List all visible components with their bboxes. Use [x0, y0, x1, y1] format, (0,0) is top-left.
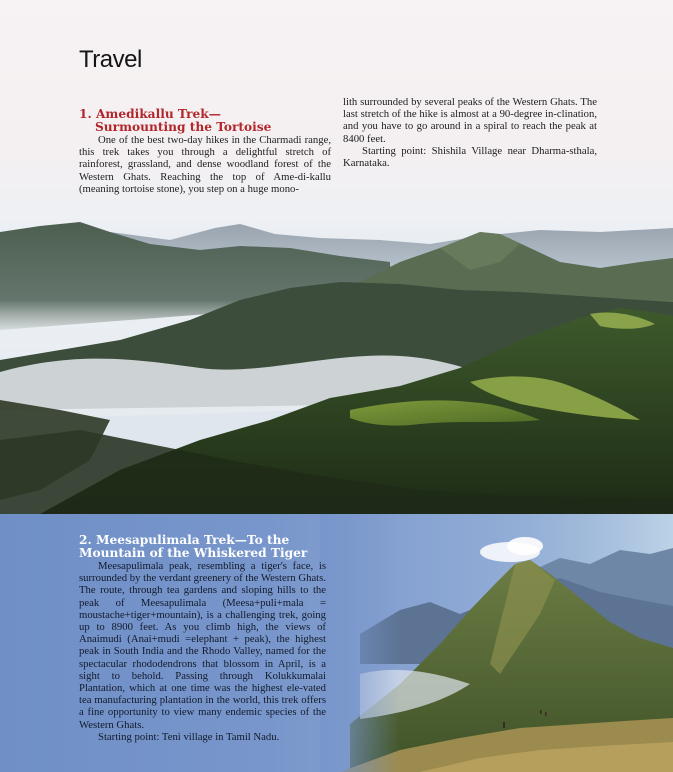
trek1-heading [79, 108, 319, 134]
trek1-heading-line1: 1. Amedikallu Trek— [79, 107, 221, 121]
trek1-column-2 [343, 96, 597, 169]
trek2-column [79, 560, 326, 743]
trek2-heading-line2: Mountain of the Whiskered Tiger [79, 546, 308, 560]
trek1-column-1 [79, 134, 331, 195]
trek2-section [0, 514, 673, 772]
section-title: Travel [79, 46, 142, 73]
trek1-heading-line2: Surmounting the Tortoise [95, 120, 272, 134]
trek2-heading-line1: 2. Meesapulimala Trek—To the [79, 533, 290, 547]
trek1-paragraph-2: lith surrounded by several peaks of the Western Ghats. The last stretch of the hike is almost at a 90-degree in-clination, and you have to go around in a spiral to reach the peak at 8400 feet. [343, 96, 597, 145]
trek1-starting-point: Starting point: Shishila Village near Dharma-sthala, Karnataka. [343, 144, 597, 170]
trek2-heading [79, 534, 339, 560]
trek1-paragraph-1: One of the best two-day hikes in the Charmadi range, this trek takes you through a delightful stretch of rainforest, grassland, and dense woodland forest of the Western Ghats. Reaching the top of Ame-di-kallu (meaning tortoise stone), you step on a huge mono- [79, 134, 331, 195]
trek2-starting-point: Starting point: Teni village in Tamil Nadu. [98, 730, 280, 743]
trek2-paragraph: Meesapulimala peak, resembling a tiger's face, is surrounded by the verdant greenery of the Western Ghats. The route, through tea gardens and sloping hills to the peak of Meesapulimala (Meesa+puli+mala = moustache+tiger+mountain), is a challenging trek, going up to 8900 feet. As you climb high, the views of Anaimudi (Anai+mudi =elephant + peak), the highest peak in South India and the Rhodo Valley, named for the spectacular rhododendrons that blossom in April, is a sight to behold. Passing through Kolukkumalai Plantation, which at one time was the highest ele-vated tea manufacturing plantation in the world, this trek offers a fine opportunity to view many endemic species of the Western Ghats. [79, 560, 326, 731]
